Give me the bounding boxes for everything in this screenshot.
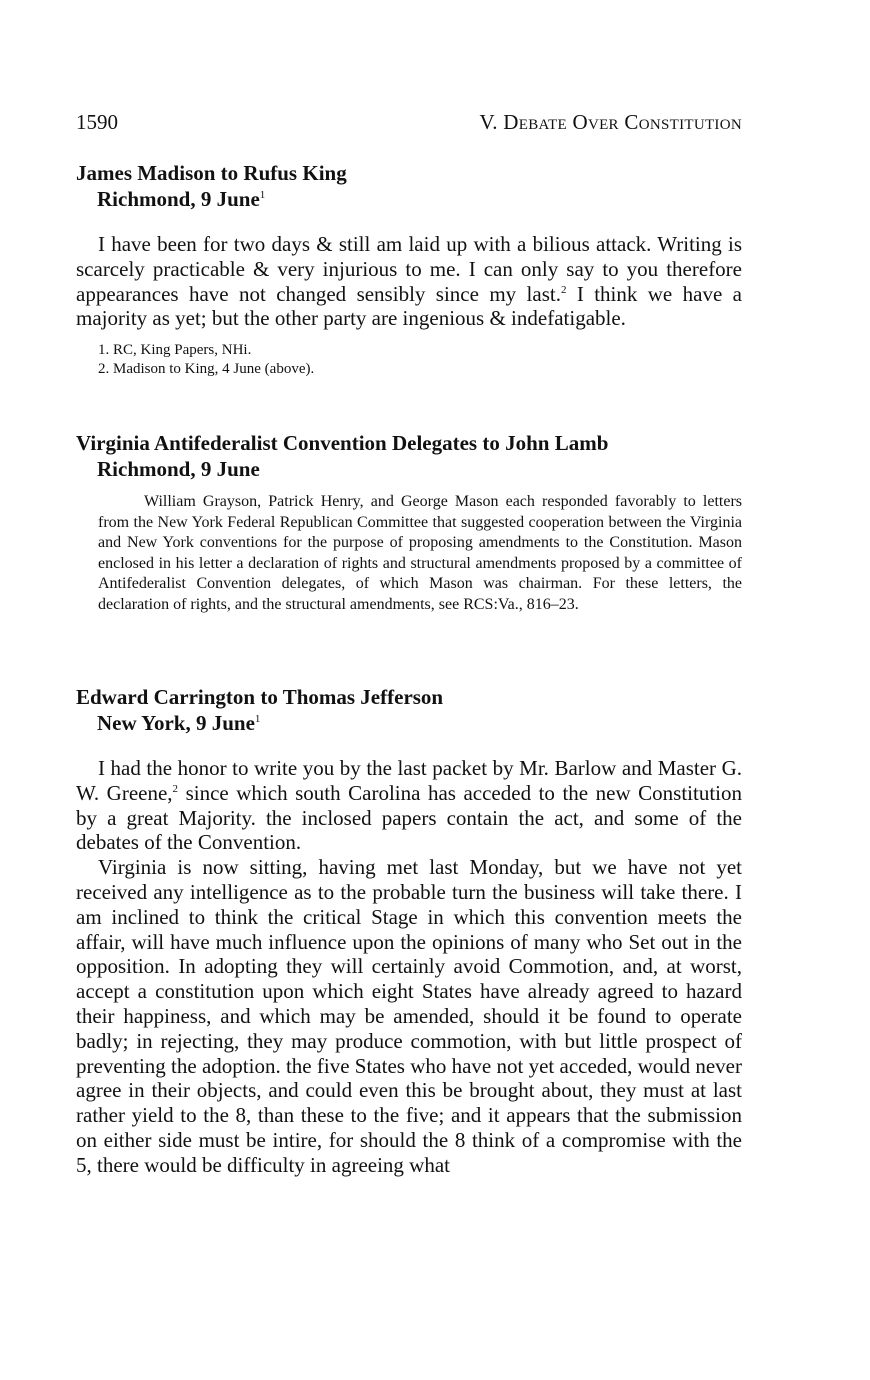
footnote-ref: 1 [254, 713, 261, 725]
letter-carrington-to-jefferson [76, 684, 742, 1178]
footnote-ref: 2 [172, 782, 179, 795]
letter-heading [76, 160, 742, 212]
letter-title: Virginia Antifederalist Convention Delegates to John Lamb [76, 431, 609, 455]
running-head [76, 110, 742, 140]
letter-place: Richmond, 9 June [97, 457, 260, 481]
letter-heading [76, 684, 742, 736]
letter-antifederalists-to-lamb [76, 430, 742, 616]
letter-paragraph: I had the honor to write you by the last packet by Mr. Barlow and Master G. W. Greene,$^2$ since which south Carolina has acceded to the new Constitution by a great Majority. the inclosed papers contain the act, and some of the debates of the Convention. [76, 756, 742, 855]
letter-place: New York, 9 June$^1$ [97, 711, 261, 735]
letter-body: I have been for two days & still am laid up with a bilious attack. Writing is scarcely practicable & very injurious to me. I can only say to you therefore appearances have not changed sensibly since my last.$^2$ I think we have a majority as yet; but the other party are ingenious & indefatigable. [76, 232, 742, 331]
letter-title: James Madison to Rufus King [76, 161, 347, 185]
editorial-headnote: William Grayson, Patrick Henry, and George Mason each responded favorably to letters from the New York Federal Republican Committee that suggested cooperation between the Virginia and New York conventions for the purpose of proposing amendments to the Constitution. Mason enclosed in his letter a declaration of rights and structural amendments proposed by a committee of Antifederalist Convention delegates, of which Mason was chairman. For these letters, the declaration of rights, and the structural amendments, see RCS:Va., 816–23. [98, 493, 742, 613]
letter-title: Edward Carrington to Thomas Jefferson [76, 685, 444, 709]
footnote-ref: 1 [259, 189, 266, 201]
letter-place: Richmond, 9 June$^1$ [97, 187, 266, 211]
letter-paragraph: Virginia is now sitting, having met last Monday, but we have not yet received any intelligence as to the probable turn the business will take there. I am inclined to think the critical Stage in which this convention meets the affair, will have much influence upon the opinions of many who Set out in the opposition. In adopting they will certainly avoid Commotion, and, at worst, accept a constitution upon which eight States have already agreed to hazard their happiness, and which may be amended, should it be found to operate badly; in rejecting, they may produce commotion, with but little prospect of preventing the adoption. the five States who have not yet acceded, would never agree in their objects, and could even this be brought about, they must at last rather yield to the 8, than these to the five; and it appears that the submission on either side must be intire, for should the 8 think of a compromise with the 5, there would be difficulty in agreeing what [76, 855, 742, 1177]
letter-heading [76, 430, 742, 482]
letter-madison-to-king [76, 160, 742, 379]
footnote: 2. Madison to King, 4 June (above). [98, 361, 315, 378]
footnote-ref: 2 [560, 283, 567, 296]
footnotes [76, 341, 742, 379]
page-number: 1590 [76, 110, 118, 134]
running-title: V. Debate Over Constitution [479, 110, 742, 134]
footnote: 1. RC, King Papers, NHi. [98, 342, 252, 359]
